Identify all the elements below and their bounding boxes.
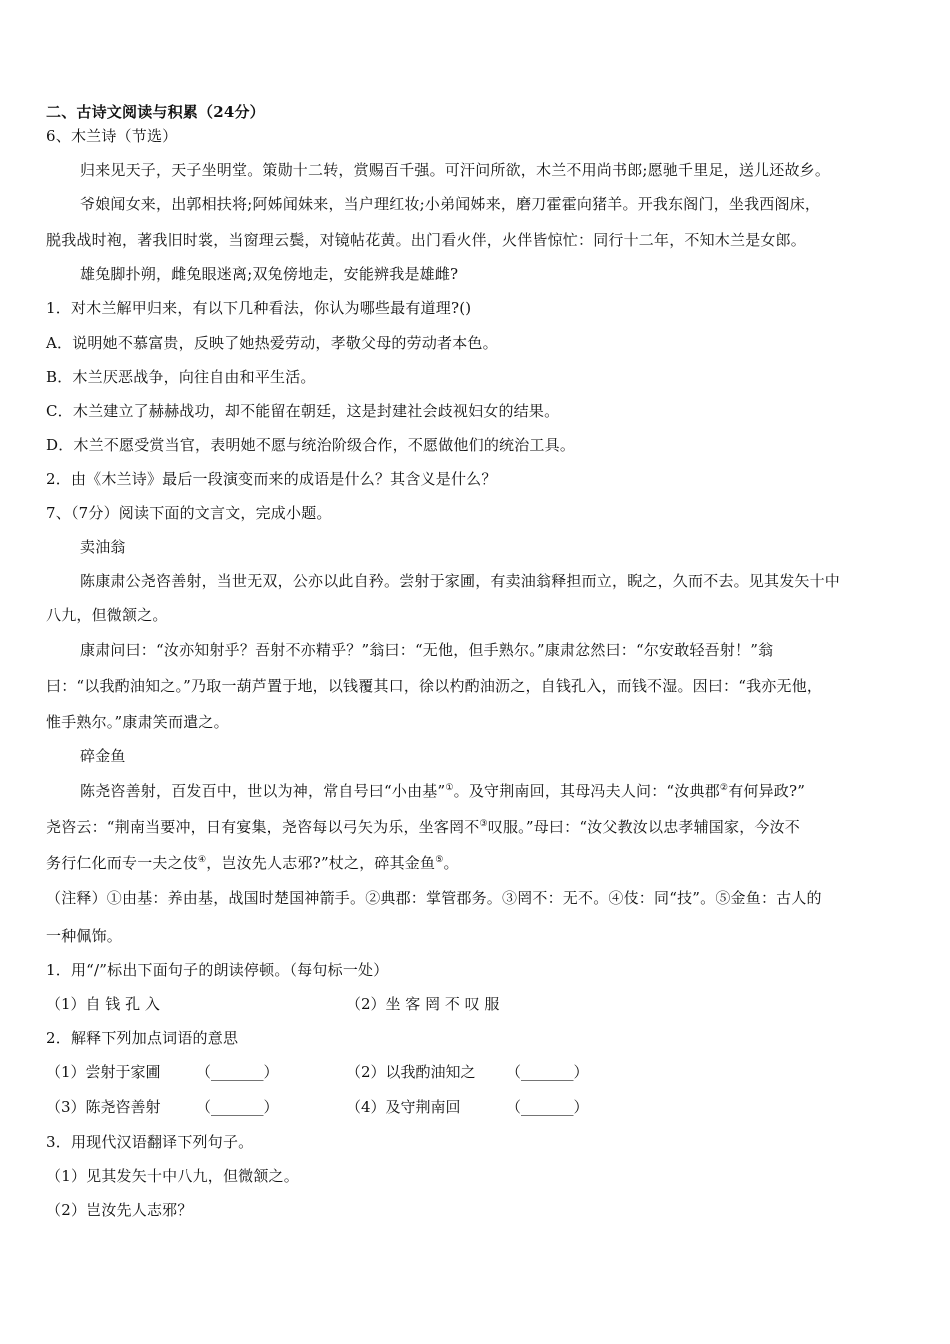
word-item-3: （3）陈尧咨善射	[46, 1098, 161, 1116]
word-row-2	[46, 1097, 589, 1117]
story1-line-3: 康肃问曰：“汝亦知射乎？吾射不亦精乎？”翁曰：“无他，但手熟尔。”康肃忿然曰：“尔安敢轻吾射！”翁	[80, 641, 774, 659]
story2-line-2: 尧咨云：“荆南当要冲，日有宴集，尧咨每以弓矢为乐，坐客罔不③叹服。”母曰：“汝父教汝以忠孝辅国家，今汝不	[46, 818, 801, 836]
story2-line-3: 务行仁化而专一夫之伎④，岂汝先人志邪?”杖之，碎其金鱼⑤。	[46, 854, 459, 872]
pause-item-1: （1）自 钱 孔 入	[46, 995, 160, 1013]
word-item-2: （2）以我酌油知之	[346, 1063, 476, 1081]
story1-line-5: 惟手熟尔。”康肃笑而遣之。	[46, 713, 229, 731]
option-d: D．木兰不愿受赏当官，表明她不愿与统治阶级合作，不愿做他们的统治工具。	[46, 436, 576, 454]
answer-blank-2[interactable]: （_______）	[506, 1063, 589, 1081]
story-title-1: 卖油翁	[80, 538, 126, 556]
option-c: C．木兰建立了赫赫战功，却不能留在朝廷，这是封建社会歧视妇女的结果。	[46, 402, 560, 420]
poem-line-4: 雄兔脚扑朔，雌兔眼迷离;双兔傍地走，安能辨我是雄雌?	[80, 265, 459, 283]
story1-line-1: 陈康肃公尧咨善射，当世无双，公亦以此自矜。尝射于家圃，有卖油翁释担而立，睨之，久而不去。见其发矢十中	[80, 572, 841, 590]
section-title: 二、古诗文阅读与积累（24分）	[46, 103, 265, 121]
sub-question-2: 2．解释下列加点词语的意思	[46, 1029, 239, 1047]
translate-item-1: （1）见其发矢十中八九，但微颔之。	[46, 1167, 299, 1185]
answer-blank-4[interactable]: （_______）	[506, 1098, 589, 1116]
poem-line-3: 脱我战时袍，著我旧时裳，当窗理云鬓，对镜帖花黄。出门看火伴，火伴皆惊忙：同行十二年，不知木兰是女郎。	[46, 231, 807, 249]
word-row-1	[46, 1062, 589, 1082]
q7-title: 7、（7分）阅读下面的文言文，完成小题。	[46, 504, 332, 522]
answer-blank-3[interactable]: （_______）	[196, 1098, 279, 1116]
notes-line-2: 一种佩饰。	[46, 927, 123, 945]
story2-line-1: 陈尧咨善射，百发百中，世以为神，常自号曰“小由基”①。及守荆南回，其母冯夫人问：“汝典郡②有何异政?”	[80, 782, 806, 800]
sub-question-3: 3．用现代汉语翻译下列句子。	[46, 1133, 254, 1151]
word-item-1: （1）尝射于家圃	[46, 1063, 161, 1081]
pause-items	[46, 994, 499, 1014]
poem-line-1: 归来见天子，天子坐明堂。策勋十二转，赏赐百千强。可汗问所欲，木兰不用尚书郎;愿驰千里足，送儿还故乡。	[80, 161, 831, 179]
story1-line-4: 曰：“以我酌油知之。”乃取一葫芦置于地，以钱覆其口，徐以杓酌油沥之，自钱孔入，而钱不湿。因曰：“我亦无他，	[46, 677, 823, 695]
q6-title: 6、木兰诗（节选）	[46, 127, 178, 145]
notes-line-1: （注释）①由基：养由基，战国时楚国神箭手。②典郡：掌管郡务。③罔不：无不。④伎：同“技”。⑤金鱼：古人的	[46, 889, 822, 907]
q6-question-2: 2．由《木兰诗》最后一段演变而来的成语是什么？其含义是什么？	[46, 470, 497, 488]
story1-line-2: 八九，但微颔之。	[46, 606, 168, 624]
answer-blank-1[interactable]: （_______）	[196, 1063, 279, 1081]
option-a: A．说明她不慕富贵，反映了她热爱劳动，孝敬父母的劳动者本色。	[46, 334, 498, 352]
poem-line-2: 爷娘闻女来，出郭相扶将;阿姊闻妹来，当户理红妆;小弟闻姊来，磨刀霍霍向猪羊。开我东阁门，坐我西阁床，	[80, 195, 821, 213]
translate-item-2: （2）岂汝先人志邪？	[46, 1201, 193, 1219]
word-item-4: （4）及守荆南回	[346, 1098, 461, 1116]
option-b: B．木兰厌恶战争，向往自由和平生活。	[46, 368, 316, 386]
story-title-2: 碎金鱼	[80, 747, 126, 765]
pause-item-2: （2）坐 客 罔 不 叹 服	[346, 995, 500, 1013]
sub-question-1: 1．用“/”标出下面句子的朗读停顿。（每句标一处）	[46, 961, 389, 979]
q6-question-1: 1．对木兰解甲归来，有以下几种看法，你认为哪些最有道理?()	[46, 299, 472, 317]
